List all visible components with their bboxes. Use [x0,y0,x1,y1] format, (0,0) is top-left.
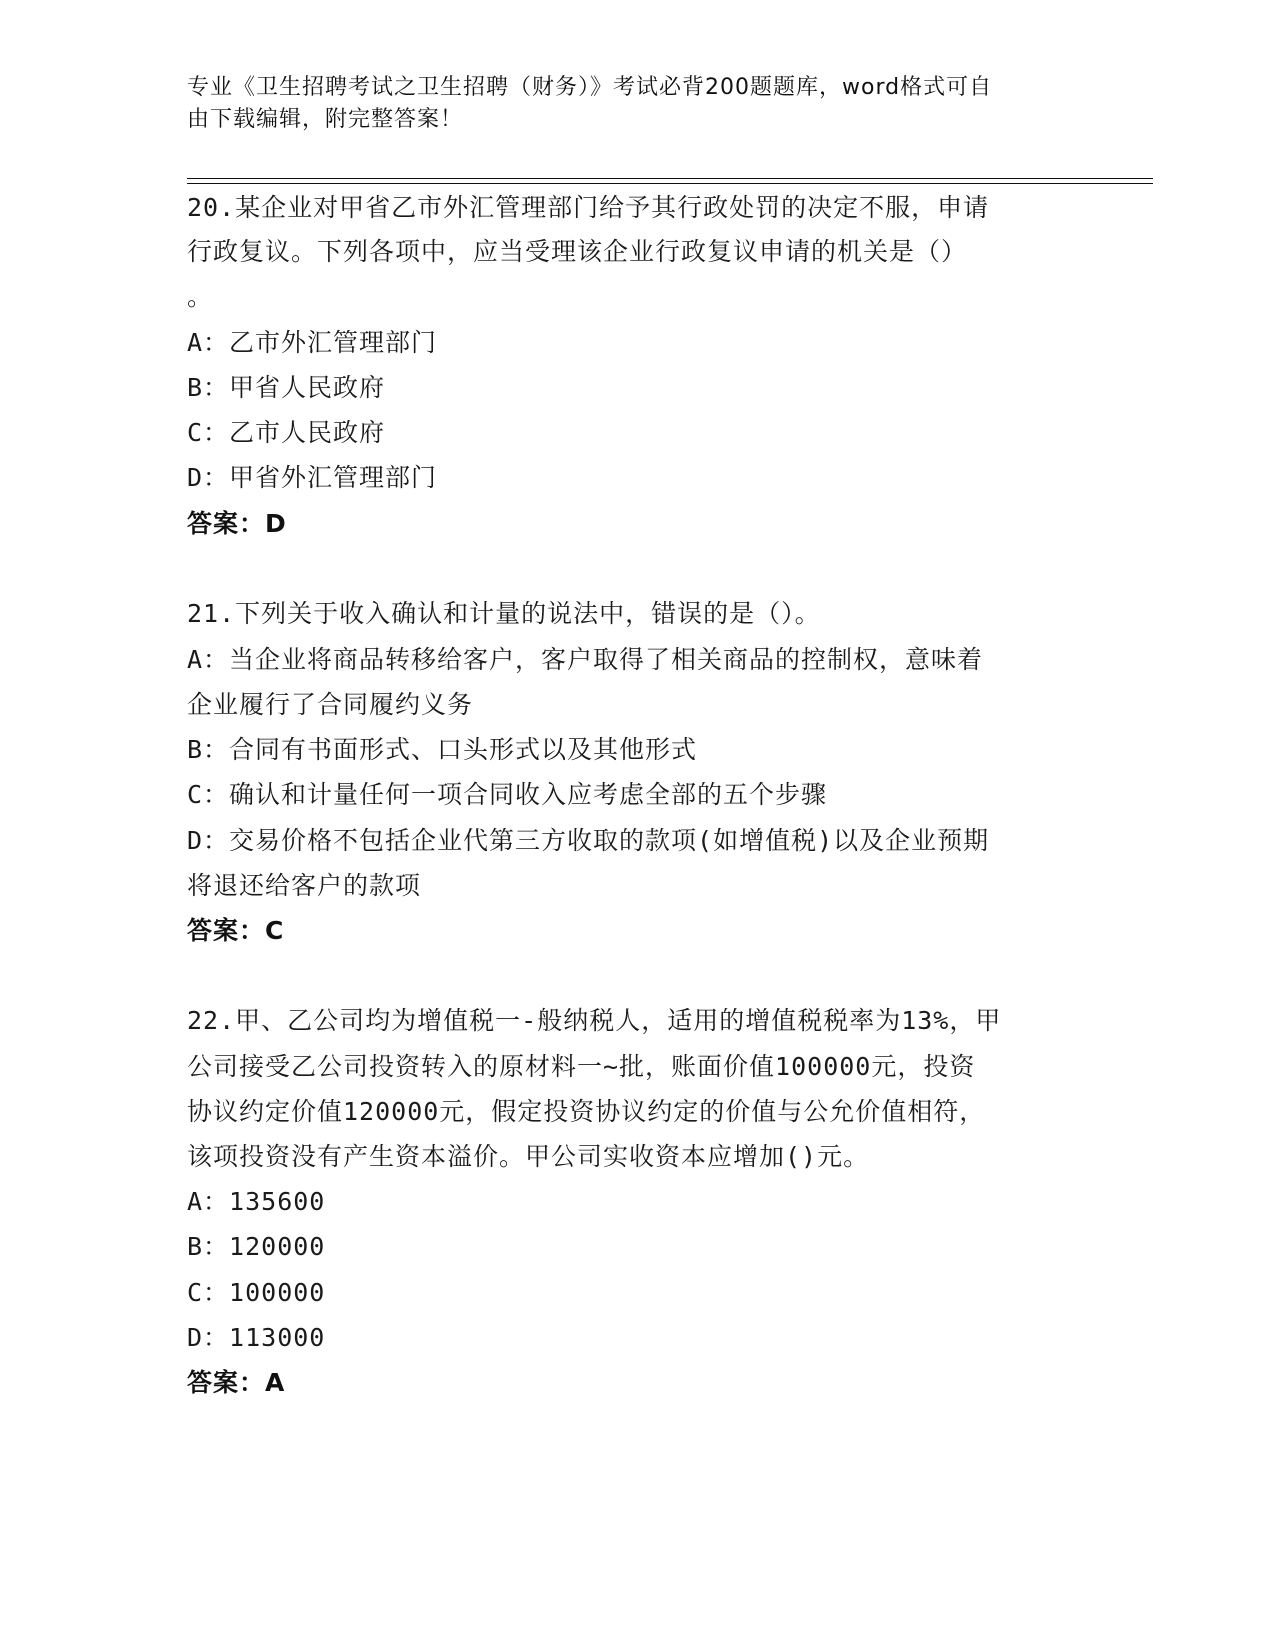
option-d-continued: 将退还给客户的款项 [187,871,422,900]
option-a: A：乙市外汇管理部门 [187,328,438,357]
option-b: B：合同有书面形式、口头形式以及其他形式 [187,735,698,764]
option-c: C：乙市人民政府 [187,418,386,447]
document-header [187,72,1067,136]
option-d: D：交易价格不包括企业代第三方收取的款项(如增值税)以及企业预期 [187,826,990,855]
option-a: A：当企业将商品转移给客户，客户取得了相关商品的控制权，意味着 [187,645,984,674]
question-stem-line: 22.甲、乙公司均为增值税一-般纳税人，适用的增值税税率为13%，甲 [187,1006,1002,1035]
option-a: A：135600 [187,1187,326,1216]
answer-label: 答案：D [187,509,287,538]
question-stem-line: 公司接受乙公司投资转入的原材料一~批，账面价值100000元，投资 [187,1052,976,1081]
option-c: C：确认和计量任何一项合同收入应考虑全部的五个步骤 [187,780,828,809]
option-a-continued: 企业履行了合同履约义务 [187,690,474,719]
option-b: B：甲省人民政府 [187,373,386,402]
header-divider-bottom [187,183,1153,184]
question-stem-line: 行政复议。下列各项中，应当受理该企业行政复议申请的机关是（） [187,237,968,266]
question-stem-line: 该项投资没有产生资本溢价。甲公司实收资本应增加()元。 [187,1142,870,1171]
header-line-1: 专业《卫生招聘考试之卫生招聘（财务）》考试必背200题题库，word格式可自 [187,75,993,100]
option-d: D：113000 [187,1323,326,1352]
question-stem-line: 21.下列关于收入确认和计量的说法中，错误的是（）。 [187,599,821,628]
header-divider-top [187,178,1153,179]
question-stem-line: 协议约定价值120000元，假定投资协议约定的价值与公允价值相符， [187,1097,986,1126]
answer-label: 答案：A [187,1368,286,1397]
option-c: C：100000 [187,1278,326,1307]
question-stem-line: 。 [187,282,214,311]
question-stem-line: 20.某企业对甲省乙市外汇管理部门给予其行政处罚的决定不服，申请 [187,193,990,222]
option-d: D：甲省外汇管理部门 [187,463,438,492]
header-line-2: 由下载编辑，附完整答案！ [187,107,464,132]
option-b: B：120000 [187,1232,326,1261]
answer-label: 答案：C [187,916,285,945]
